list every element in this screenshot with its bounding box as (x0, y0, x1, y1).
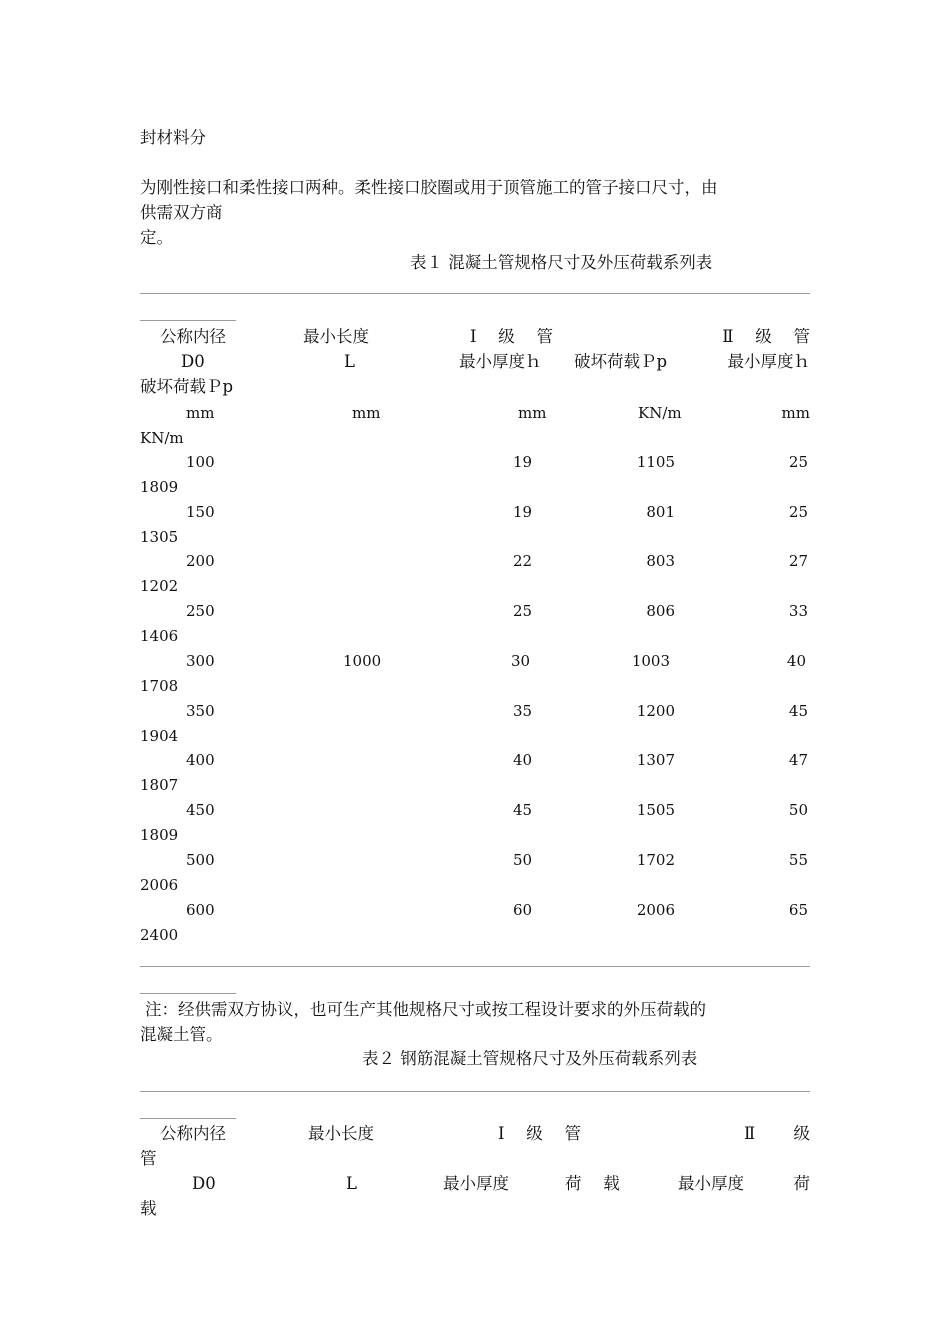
table1-cell-thickness2: 40 (786, 652, 806, 670)
table1-note-line-2: 混凝土管。 (140, 1025, 223, 1044)
table1-unit-length: mm (352, 404, 381, 422)
table1-cell-thickness1: 25 (513, 602, 533, 620)
table1-cell-load1: 1105 (636, 453, 675, 471)
intro-line-2: 为刚性接口和柔性接口两种。柔性接口胶圈或用于顶管施工的管子接口尺寸，由 (140, 178, 718, 197)
table1-cell-diameter: 300 (186, 652, 215, 670)
table1-top-rule (140, 293, 810, 294)
table1-unit-thickness1: mm (518, 404, 547, 422)
table1-cell-load2: 2006 (140, 876, 179, 894)
table1-cell-load2: 1809 (140, 826, 179, 844)
table1-cell-diameter: 400 (186, 751, 215, 769)
table1-cell-load1: 803 (646, 552, 675, 570)
table1-header-thickness2: 最小厚度ｈ (727, 352, 810, 371)
table2-header-class2-wrap: 管 (140, 1149, 157, 1168)
table1-cell-load2: 1807 (140, 776, 179, 794)
table1-cell-thickness2: 65 (788, 901, 808, 919)
table2-top-rule (140, 1091, 810, 1092)
table1-cell-load1: 1505 (636, 801, 675, 819)
table2-header-load1: 荷 载 (565, 1174, 620, 1193)
table1-header-load1: 破坏荷载Ｐp (574, 352, 668, 371)
table2-header-length: 最小长度 (308, 1124, 374, 1143)
table1-cell-thickness1: 19 (513, 453, 533, 471)
table1-cell-load2: 2400 (140, 926, 179, 944)
table2-title: 表２ 钢筋混凝土管规格尺寸及外压荷载系列表 (362, 1049, 698, 1068)
table1-cell-load1: 2006 (636, 901, 675, 919)
table1-cell-thickness2: 50 (788, 801, 808, 819)
table2-header-l: L (346, 1174, 357, 1193)
table1-header-length: 最小长度 (303, 327, 369, 346)
table1-cell-thickness1: 30 (511, 652, 531, 670)
table1-unit-load1: KN/m (638, 404, 682, 422)
table1-cell-thickness1: 35 (513, 702, 533, 720)
table1-cell-diameter: 200 (186, 552, 215, 570)
table1-header-class1: Ⅰ 级 管 (470, 327, 554, 346)
table1-cell-diameter: 450 (186, 801, 215, 819)
table1-cell-thickness2: 27 (788, 552, 808, 570)
table1-cell-load1: 1003 (631, 652, 670, 670)
table2-header-diameter: 公称内径 (160, 1124, 226, 1143)
table1-header-load2: 破坏荷载Ｐp (140, 377, 234, 396)
table1-cell-diameter: 350 (186, 702, 215, 720)
intro-line-1: 封材料分 (140, 128, 206, 147)
table1-cell-load2: 1406 (140, 627, 179, 645)
table1-cell-thickness1: 60 (513, 901, 533, 919)
table2-header-class2: Ⅱ 级 (744, 1124, 810, 1143)
table1-bottom-rule-wrap (140, 993, 236, 994)
table1-top-rule-wrap (140, 320, 236, 321)
table1-cell-thickness2: 33 (788, 602, 808, 620)
table2-top-rule-wrap (140, 1118, 236, 1119)
table2-header-class1: Ⅰ 级 管 (498, 1124, 582, 1143)
table1-cell-thickness2: 47 (788, 751, 808, 769)
table1-cell-thickness1: 19 (513, 503, 533, 521)
intro-line-4: 定。 (140, 228, 173, 247)
table2-header-load2-wrap: 载 (140, 1199, 157, 1218)
table1-cell-load1: 1307 (636, 751, 675, 769)
table1-header-diameter: 公称内径 (160, 327, 226, 346)
table1-cell-thickness2: 25 (788, 503, 808, 521)
table1-cell-diameter: 250 (186, 602, 215, 620)
table1-cell-diameter: 600 (186, 901, 215, 919)
table1-cell-thickness1: 45 (513, 801, 533, 819)
table1-cell-load1: 1702 (636, 851, 675, 869)
table1-unit-load2: KN/m (140, 429, 184, 447)
table1-cell-diameter: 100 (186, 453, 215, 471)
table2-header-d0: D0 (192, 1174, 216, 1193)
table1-cell-diameter: 500 (186, 851, 215, 869)
table1-header-l: L (344, 352, 355, 371)
table1-cell-load2: 1708 (140, 677, 179, 695)
table1-header-thickness1: 最小厚度ｈ (459, 352, 542, 371)
table1-cell-thickness1: 22 (513, 552, 533, 570)
table1-cell-thickness1: 50 (513, 851, 533, 869)
table1-cell-load2: 1305 (140, 528, 179, 546)
table1-cell-thickness1: 40 (513, 751, 533, 769)
table1-cell-thickness2: 25 (788, 453, 808, 471)
table1-note-line-1: 注：经供需双方协议，也可生产其他规格尺寸或按工程设计要求的外压荷载的 (145, 1000, 706, 1019)
table1-cell-load1: 806 (646, 602, 675, 620)
table1-cell-thickness2: 45 (788, 702, 808, 720)
table2-header-thickness1: 最小厚度 (443, 1174, 509, 1193)
table1-header-class2: Ⅱ 级 管 (722, 327, 810, 346)
table1-bottom-rule (140, 966, 810, 967)
table1-cell-load2: 1202 (140, 577, 179, 595)
table1-cell-diameter: 150 (186, 503, 215, 521)
table2-header-load2: 荷 (793, 1174, 810, 1193)
table1-cell-length: 1000 (343, 652, 382, 670)
table1-unit-thickness2: mm (781, 404, 810, 422)
table2-header-thickness2: 最小厚度 (678, 1174, 744, 1193)
table1-unit-diameter: mm (186, 404, 215, 422)
table1-cell-load1: 801 (646, 503, 675, 521)
table1-header-d0: D0 (181, 352, 205, 371)
intro-line-3: 供需双方商 (140, 203, 223, 222)
table1-cell-load2: 1904 (140, 727, 179, 745)
table1-cell-load1: 1200 (636, 702, 675, 720)
table1-cell-load2: 1809 (140, 478, 179, 496)
table1-title: 表１ 混凝土管规格尺寸及外压荷载系列表 (410, 253, 713, 272)
table1-cell-thickness2: 55 (788, 851, 808, 869)
